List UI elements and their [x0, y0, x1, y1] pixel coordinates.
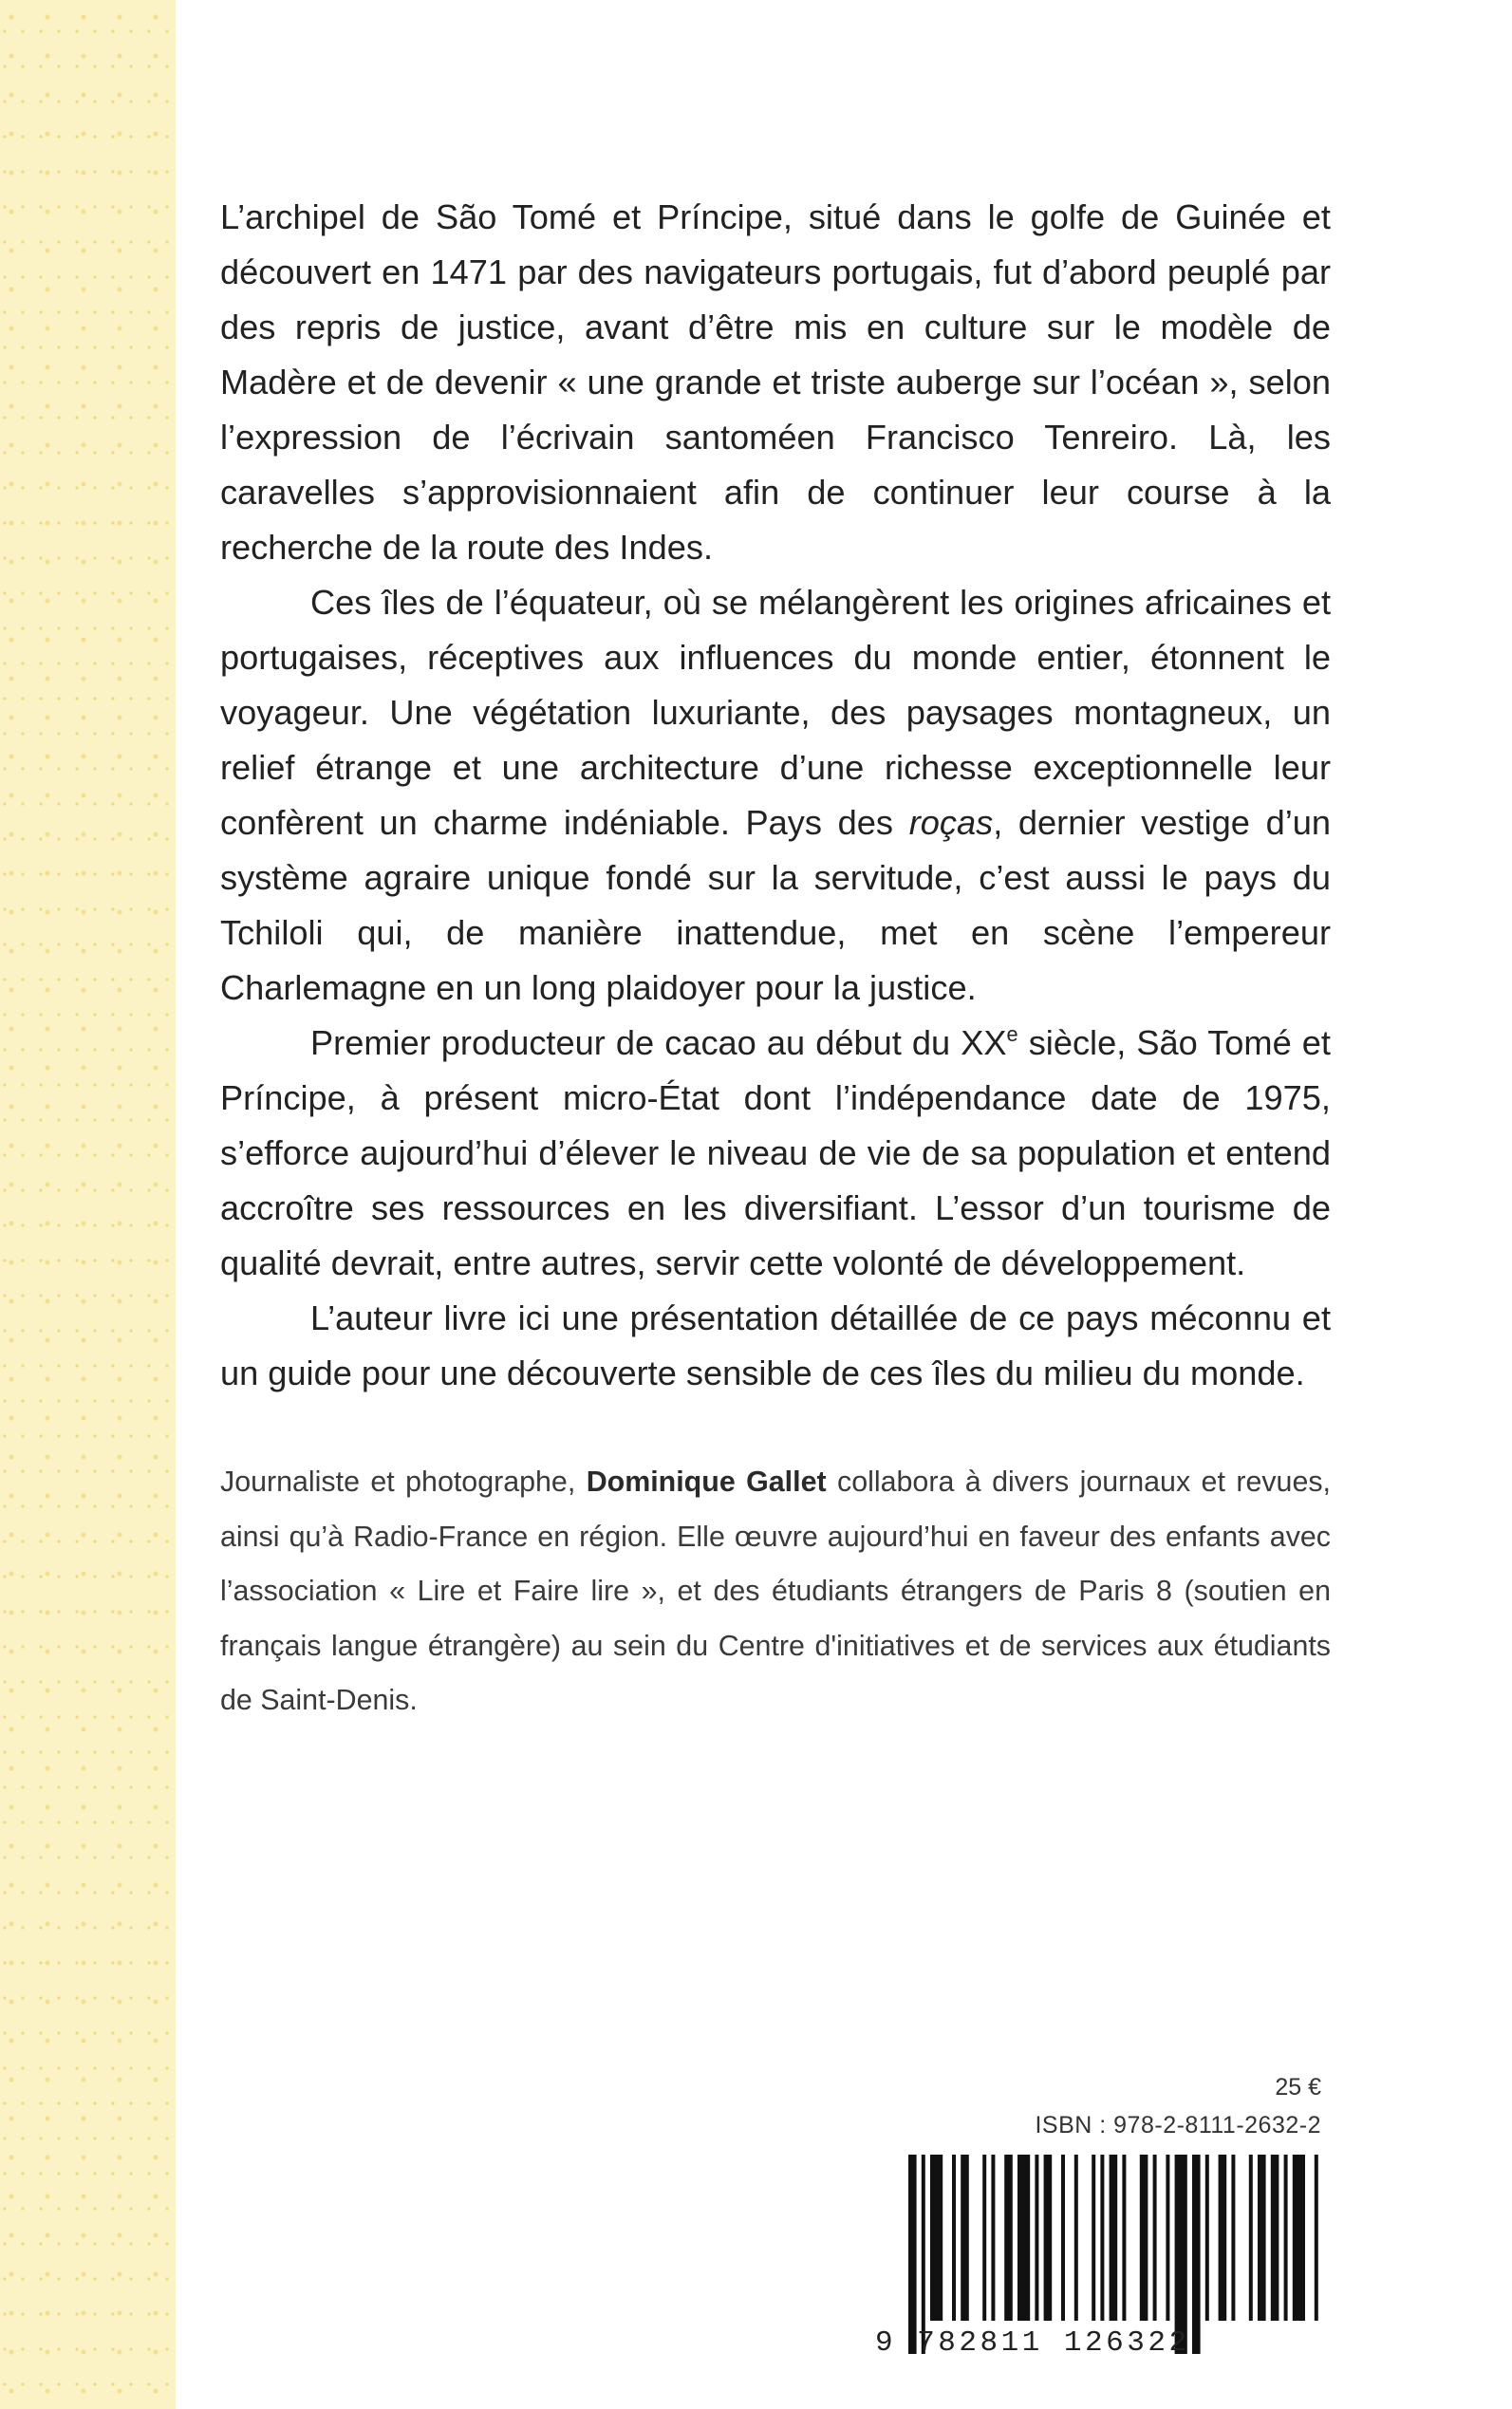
blurb-paragraph-4: L’auteur livre ici une présentation détaillée de ce pays méconnu et un guide pour une découverte sensible de ces îles du milieu du monde. — [220, 1298, 1331, 1392]
barcode-bar — [952, 2155, 956, 2321]
blurb-paragraph-3: Premier producteur de cacao au début du XXe siècle, São Tomé et Príncipe, à présent micro-État dont l’indépendance date de 1975, s’efforce aujourd’hui d’élever le niveau de vie de sa population et entend accroître ses ressources en les diversifiant. L’essor d’un tourisme de qualité devrait, entre autres, servir cette volonté de développement. — [220, 1021, 1331, 1282]
barcode — [875, 2155, 1321, 2354]
blurb-paragraph-2: Ces îles de l’équateur, où se mélangèrent les origines africaines et portugaises, réceptives aux influences du monde entier, étonnent le voyageur. Une végétation luxuriante, des paysages montagneux, un relief étrange et une architecture d’une richesse exceptionnelle leur confèrent un charme indéniable. Pays des roças, dernier vestige d’un système agraire unique fondé sur la servitude, c’est aussi le pays du Tchiloli qui, de manière inattendue, met en scène l’empereur Charlemagne en un long plaidoyer pour la justice. — [220, 583, 1331, 1007]
emphasis-rocas: roças — [908, 803, 994, 842]
barcode-bar — [1219, 2155, 1227, 2321]
barcode-bar — [930, 2155, 943, 2321]
barcode-bar — [1153, 2155, 1157, 2321]
barcode-bar — [1092, 2155, 1095, 2321]
barcode-bar — [1004, 2155, 1013, 2321]
barcode-digits: 9 782811 126322 — [875, 2326, 1190, 2360]
barcode-bar — [1231, 2155, 1235, 2321]
barcode-bar — [1044, 2155, 1053, 2321]
barcode-bar — [1061, 2155, 1065, 2321]
barcode-bar — [991, 2155, 995, 2321]
back-cover — [220, 0, 1331, 2409]
barcode-bar — [1122, 2155, 1126, 2321]
author-name: Dominique Gallet — [586, 1466, 827, 1498]
barcode-bar — [1293, 2155, 1305, 2321]
barcode-bar — [1166, 2155, 1169, 2321]
barcode-bar — [1249, 2155, 1253, 2321]
barcode-bar — [1100, 2155, 1104, 2321]
barcode-bar — [1205, 2155, 1209, 2321]
barcode-bar — [1315, 2155, 1318, 2321]
barcode-bar — [961, 2155, 969, 2321]
barcode-bar — [1035, 2155, 1038, 2321]
isbn: ISBN : 978-2-8111-2632-2 — [1035, 2112, 1321, 2138]
barcode-bar — [1074, 2155, 1078, 2321]
blurb-paragraph-1: L’archipel de São Tomé et Príncipe, situé dans le golfe de Guinée et découvert en 1471 par des navigateurs portugais, fut d’abord peuplé par des repris de justice, avant d’être mis en culture sur le modèle de Madère et de devenir « une grande et triste auberge sur l’océan », selon l’expression de l’écrivain santoméen Francisco Tenreiro. Là, les caravelles s’approvisionnaient afin de continuer leur course à la recherche de la route des Indes. — [220, 197, 1331, 567]
blurb — [220, 190, 1331, 1401]
barcode-bar — [1110, 2155, 1118, 2321]
barcode-bar — [1271, 2155, 1279, 2321]
barcode-bar — [982, 2155, 986, 2321]
barcode-bar — [1284, 2155, 1288, 2321]
barcode-bar — [1175, 2155, 1187, 2354]
barcode-bar — [1192, 2155, 1201, 2354]
barcode-bar — [1258, 2155, 1266, 2321]
barcode-bar — [1140, 2155, 1148, 2321]
barcode-bar — [908, 2155, 917, 2354]
barcode-bar — [922, 2155, 925, 2354]
author-bio: Journaliste et photographe, Dominique Gallet collabora à divers journaux et revues, ainsi qu’à Radio-France en région. Elle œuvre aujourd’hui en faveur des enfants avec l’association « Lire et Faire lire », et des étudiants étrangers de Paris 8 (soutien en français langue étrangère) au sein du Centre d'initiatives et de services aux étudiants de Saint-Denis. — [220, 1466, 1331, 1716]
decorative-side-strip — [0, 0, 176, 2409]
barcode-bar — [1017, 2155, 1030, 2321]
price: 25 € — [1275, 2074, 1321, 2101]
